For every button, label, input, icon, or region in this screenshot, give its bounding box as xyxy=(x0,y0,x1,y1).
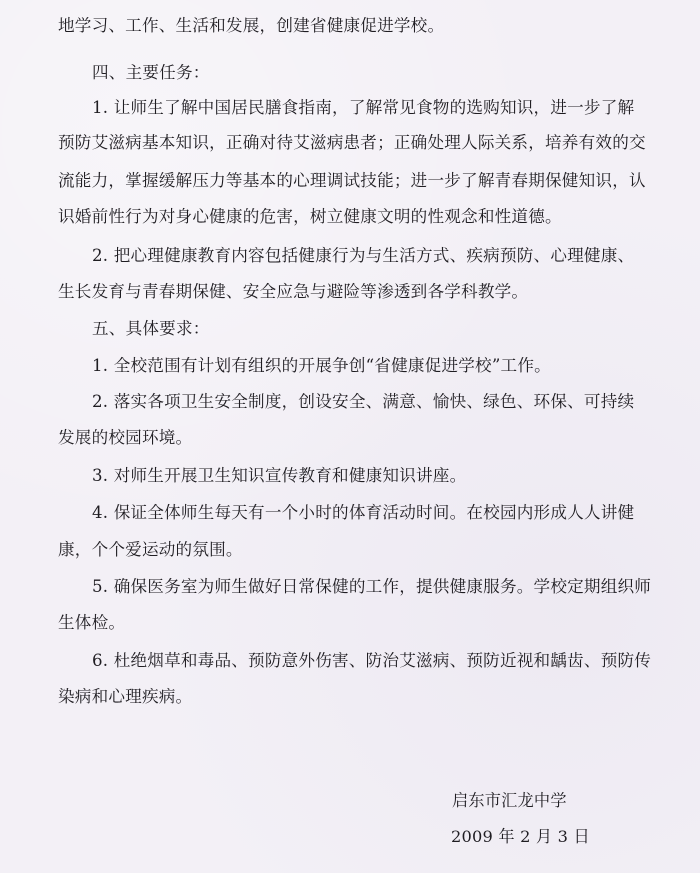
task-1-line-1: 1. 让师生了解中国居民膳食指南，了解常见食物的选购知识，进一步了解 xyxy=(92,98,635,117)
text-line-1: 地学习、工作、生活和发展，创建省健康促进学校。 xyxy=(58,16,445,35)
requirement-2-line-1: 2. 落实各项卫生安全制度，创设安全、满意、愉快、绿色、环保、可持续 xyxy=(92,392,635,411)
requirement-1: 1. 全校范围有计划有组织的开展争创“省健康促进学校”工作。 xyxy=(92,356,551,375)
task-1-line-2: 预防艾滋病基本知识，正确对待艾滋病患者；正确处理人际关系，培养有效的交 xyxy=(58,133,646,152)
requirement-5-line-2: 生体检。 xyxy=(58,613,126,632)
requirement-6-line-2: 染病和心理疾病。 xyxy=(58,687,193,706)
task-2-line-1: 2. 把心理健康教育内容包括健康行为与生活方式、疾病预防、心理健康、 xyxy=(92,246,635,265)
signature-date: 2009 年 2 月 3 日 xyxy=(451,827,590,846)
requirement-4-line-1: 4. 保证全体师生每天有一个小时的体育活动时间。在校园内形成人人讲健 xyxy=(92,503,635,522)
requirement-4-line-2: 康，个个爱运动的氛围。 xyxy=(58,540,243,559)
section-heading-4: 四、主要任务： xyxy=(92,63,210,82)
requirement-6-line-1: 6. 杜绝烟草和毒品、预防意外伤害、防治艾滋病、预防近视和龋齿、预防传 xyxy=(92,651,652,670)
requirement-3: 3. 对师生开展卫生知识宣传教育和健康知识讲座。 xyxy=(92,466,467,485)
requirement-5-line-1: 5. 确保医务室为师生做好日常保健的工作，提供健康服务。学校定期组织师 xyxy=(92,577,652,596)
task-2-line-2: 生长发育与青春期保健、安全应急与避险等渗透到各学科教学。 xyxy=(58,282,529,301)
task-1-line-4: 识婚前性行为对身心健康的危害，树立健康文明的性观念和性道德。 xyxy=(58,207,562,226)
section-heading-5: 五、具体要求： xyxy=(92,319,210,338)
school-signature: 启东市汇龙中学 xyxy=(452,791,567,810)
task-1-line-3: 流能力，掌握缓解压力等基本的心理调试技能；进一步了解青春期保健知识，认 xyxy=(58,171,646,190)
requirement-2-line-2: 发展的校园环境。 xyxy=(58,428,193,447)
